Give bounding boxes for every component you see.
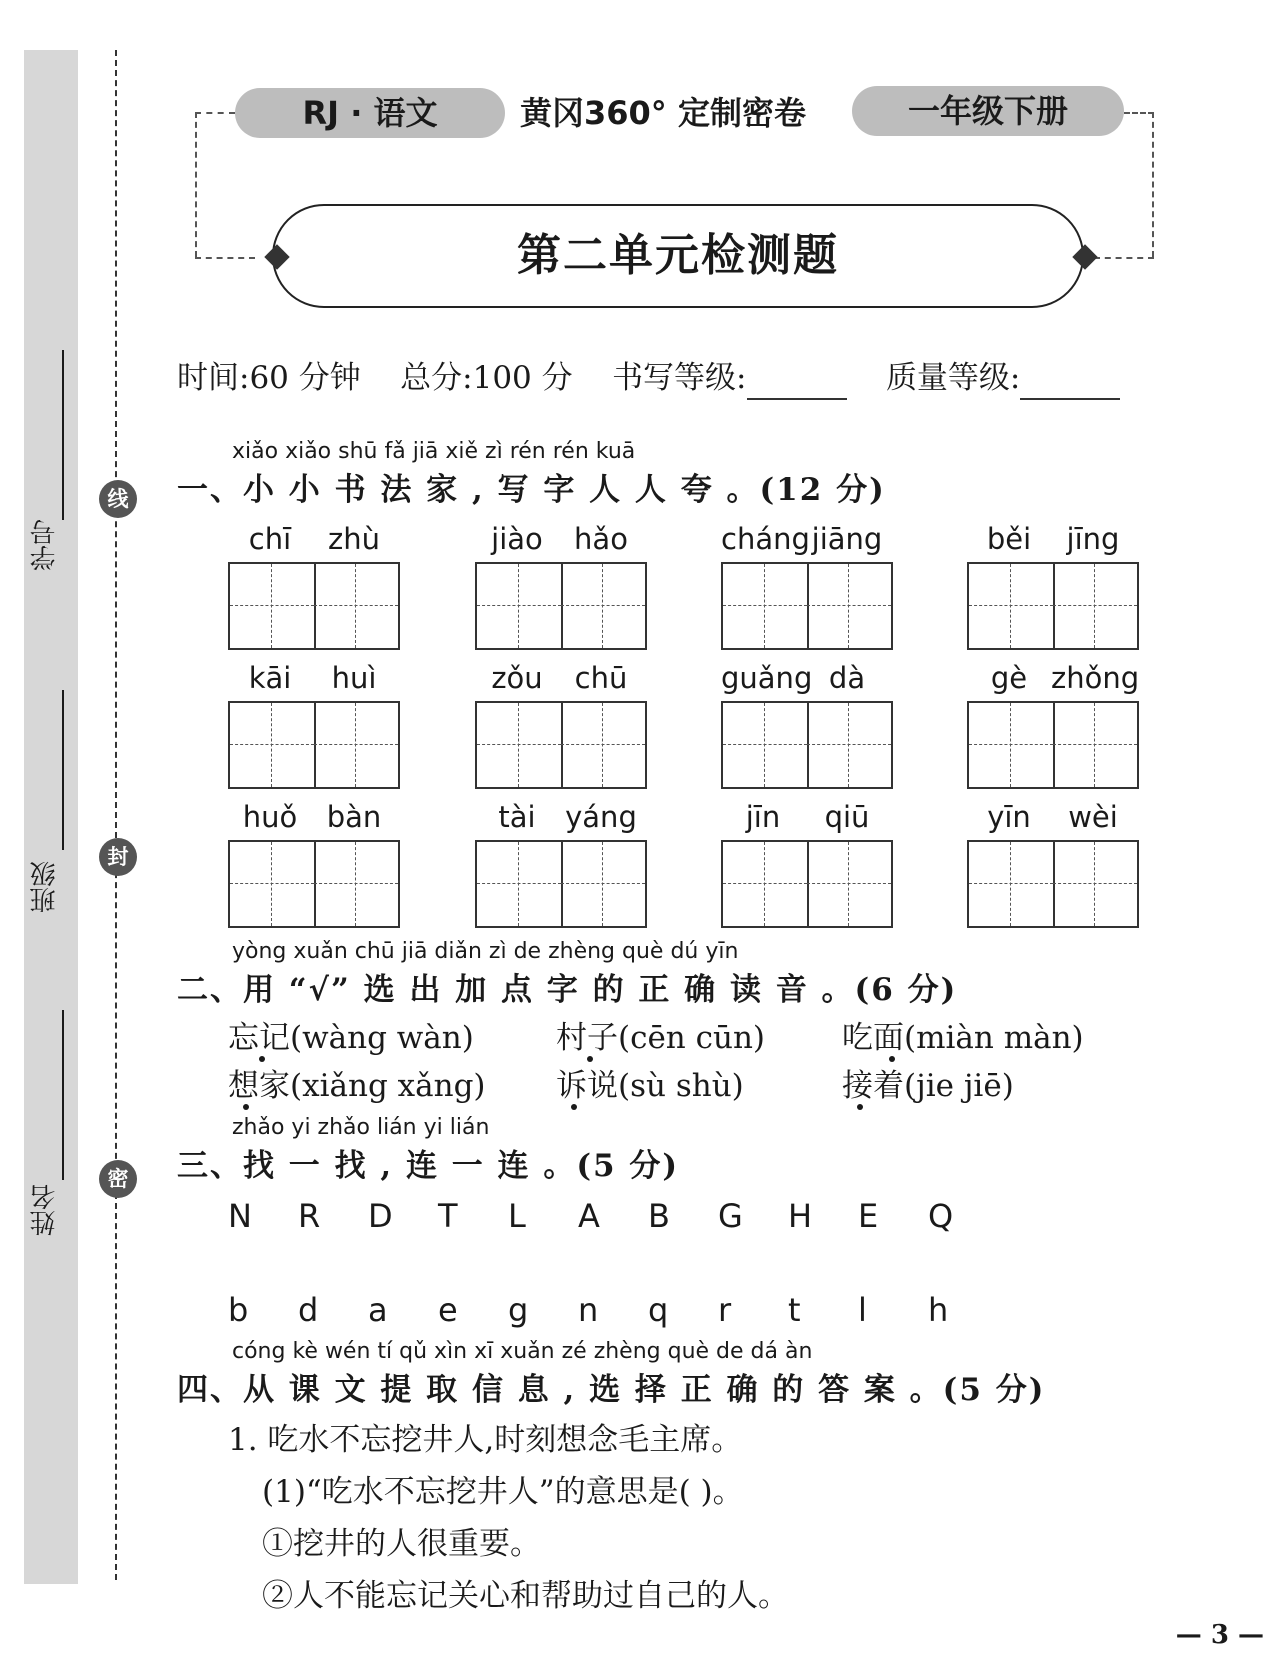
writing-cell[interactable] xyxy=(230,564,316,648)
uppercase-letter[interactable]: D xyxy=(368,1197,393,1235)
word-pinyin-syllable: bàn xyxy=(326,800,382,834)
word-pinyin-syllable: tài xyxy=(498,800,536,834)
word-pinyin-syllable: hǎo xyxy=(574,522,628,556)
word-pinyin-syllable: jiào xyxy=(491,522,543,556)
read-item-wangji[interactable]: 忘记(wàng wàn) xyxy=(228,1020,474,1056)
writing-cell[interactable] xyxy=(561,703,645,787)
read-item-xiangjia[interactable]: 想家(xiǎng xǎng) xyxy=(228,1068,486,1104)
word-pinyin-syllable: cháng xyxy=(721,522,810,556)
word-pinyin-syllable: guǎng xyxy=(721,661,813,695)
word-pinyin-syllable: yīn xyxy=(987,800,1031,834)
word-pinyin-syllable: zhǒng xyxy=(1051,661,1140,695)
page-title: 第二单元检测题 xyxy=(517,230,839,281)
word-pinyin-syllable: chī xyxy=(248,522,292,556)
word-pinyin-syllable: huǒ xyxy=(242,800,298,834)
writing-grade-blank[interactable] xyxy=(747,362,847,400)
s3-heading: 三、找 一 找 , 连 一 连 。(5 分) xyxy=(177,1148,680,1184)
writing-cell[interactable] xyxy=(1053,703,1137,787)
uppercase-letter[interactable]: T xyxy=(438,1197,458,1235)
xuehao-blank-line xyxy=(62,350,64,520)
emphasis-dot xyxy=(857,1104,863,1110)
writing-cell[interactable] xyxy=(561,564,645,648)
grade-pill: 一年级下册 xyxy=(852,86,1124,136)
uppercase-letter[interactable]: B xyxy=(648,1197,670,1235)
xingming-label: 姓名 xyxy=(30,1184,60,1236)
total-score-info: 总分:100 分 xyxy=(400,360,573,396)
seal-mi: 密 xyxy=(99,1160,137,1198)
lowercase-letter[interactable]: b xyxy=(228,1291,249,1329)
s4-heading-pinyin: cóng kè wén tí qǔ xìn xī xuǎn zé zhèng què de dá àn xyxy=(232,1339,813,1364)
word-pinyin-syllable: chū xyxy=(574,661,628,695)
writing-grid[interactable] xyxy=(721,562,893,650)
word-pinyin-syllable: qiū xyxy=(824,800,870,834)
uppercase-letter[interactable]: G xyxy=(718,1197,743,1235)
s2-heading: 二、用 “√” 选 出 加 点 字 的 正 确 读 音 。(6 分) xyxy=(177,972,958,1008)
word-pinyin-syllable: kāi xyxy=(248,661,292,695)
writing-cell[interactable] xyxy=(723,703,809,787)
option-2[interactable]: ②人不能忘记关心和帮助过自己的人。 xyxy=(262,1578,789,1614)
quality-grade-blank[interactable] xyxy=(1020,362,1120,400)
lowercase-letter[interactable]: l xyxy=(858,1291,867,1329)
word-pinyin-syllable: běi xyxy=(986,522,1032,556)
writing-grid[interactable] xyxy=(721,840,893,928)
writing-grid[interactable] xyxy=(967,701,1139,789)
read-item-chimian[interactable]: 吃面(miàn màn) xyxy=(842,1020,1084,1056)
writing-cell[interactable] xyxy=(314,703,398,787)
uppercase-letter[interactable]: L xyxy=(508,1197,526,1235)
uppercase-letter[interactable]: H xyxy=(788,1197,813,1235)
emphasis-dot xyxy=(259,1056,265,1062)
writing-cell[interactable] xyxy=(807,564,891,648)
lowercase-letter[interactable]: d xyxy=(298,1291,319,1329)
word-pinyin-syllable: gè xyxy=(990,661,1028,695)
question-1: 1. 吃水不忘挖井人,时刻想念毛主席。 xyxy=(228,1422,743,1458)
emphasis-dot xyxy=(243,1104,249,1110)
s3-heading-pinyin: zhǎo yi zhǎo lián yi lián xyxy=(232,1115,490,1140)
word-pinyin-syllable: wèi xyxy=(1068,800,1118,834)
word-pinyin-syllable: jīn xyxy=(745,800,781,834)
writing-grid[interactable] xyxy=(475,840,647,928)
xuehao-label: 学号 xyxy=(30,519,60,571)
seal-dashed-line xyxy=(115,50,117,1580)
emphasis-dot xyxy=(571,1104,577,1110)
banji-label: 班级 xyxy=(30,861,60,913)
writing-grade-label: 书写等级: xyxy=(612,360,747,396)
seal-feng: 封 xyxy=(99,838,137,876)
writing-grid[interactable] xyxy=(475,562,647,650)
uppercase-letter[interactable]: A xyxy=(578,1197,600,1235)
writing-cell[interactable] xyxy=(230,842,316,926)
writing-cell[interactable] xyxy=(807,842,891,926)
xingming-blank-line xyxy=(62,1010,64,1180)
lowercase-letter[interactable]: e xyxy=(438,1291,458,1329)
time-info: 时间:60 分钟 xyxy=(177,360,361,396)
word-pinyin-syllable: huì xyxy=(331,661,377,695)
lowercase-letter[interactable]: t xyxy=(788,1291,801,1329)
lowercase-letter[interactable]: g xyxy=(508,1291,529,1329)
option-1[interactable]: ①挖井的人很重要。 xyxy=(262,1526,541,1562)
page-number: — 3 — xyxy=(1175,1620,1264,1650)
writing-cell[interactable] xyxy=(807,703,891,787)
writing-cell[interactable] xyxy=(723,564,809,648)
writing-cell[interactable] xyxy=(1053,842,1137,926)
exam-info-line xyxy=(177,356,1120,400)
emphasis-dot xyxy=(587,1056,593,1062)
word-pinyin-syllable: zhù xyxy=(328,522,380,556)
header-dash-right-vertical xyxy=(1152,112,1154,257)
header-dash-right-bottom xyxy=(1094,257,1154,259)
word-pinyin-syllable: jīng xyxy=(1066,522,1120,556)
writing-cell[interactable] xyxy=(1053,564,1137,648)
uppercase-letter[interactable]: N xyxy=(228,1197,252,1235)
lowercase-letter[interactable]: a xyxy=(368,1291,388,1329)
writing-cell[interactable] xyxy=(230,703,316,787)
lowercase-letter[interactable]: q xyxy=(648,1291,669,1329)
subject-pill: RJ · 语文 xyxy=(235,88,505,138)
uppercase-letter[interactable]: E xyxy=(858,1197,879,1235)
writing-cell[interactable] xyxy=(969,842,1055,926)
word-pinyin-syllable: dà xyxy=(828,661,866,695)
s1-heading-pinyin: xiǎo xiǎo shū fǎ jiā xiě zì rén rén kuā xyxy=(232,439,636,464)
writing-cell[interactable] xyxy=(969,564,1055,648)
word-pinyin-syllable: zǒu xyxy=(491,661,543,695)
banji-blank-line xyxy=(62,690,64,850)
uppercase-letter-row xyxy=(228,1196,998,1236)
seal-xian: 线 xyxy=(99,480,137,518)
word-pinyin-syllable: yáng xyxy=(565,800,637,834)
lowercase-letter[interactable]: h xyxy=(928,1291,949,1329)
writing-grid[interactable] xyxy=(475,701,647,789)
brand-text: 黄冈360° 定制密卷 xyxy=(520,94,806,132)
read-item-sushuo[interactable]: 诉说(sù shù) xyxy=(556,1068,744,1104)
writing-cell[interactable] xyxy=(477,703,563,787)
writing-cell[interactable] xyxy=(314,842,398,926)
lowercase-letter-row xyxy=(228,1290,998,1330)
question-1-1[interactable]: (1)“吃水不忘挖井人”的意思是( )。 xyxy=(262,1474,744,1510)
header-dash-left xyxy=(195,112,235,114)
writing-cell[interactable] xyxy=(477,564,563,648)
read-item-cunzi[interactable]: 村子(cēn cūn) xyxy=(556,1020,766,1056)
s1-heading: 一、小 小 书 法 家 , 写 字 人 人 夸 。(12 分) xyxy=(177,472,886,508)
uppercase-letter[interactable]: R xyxy=(298,1197,321,1235)
word-pinyin-syllable: jiāng xyxy=(811,522,883,556)
writing-grid[interactable] xyxy=(228,701,400,789)
lowercase-letter[interactable]: n xyxy=(578,1291,599,1329)
writing-grid[interactable] xyxy=(228,840,400,928)
writing-cell[interactable] xyxy=(314,564,398,648)
writing-grid[interactable] xyxy=(721,701,893,789)
header-dash-left-bottom xyxy=(195,257,255,259)
writing-cell[interactable] xyxy=(561,842,645,926)
writing-cell[interactable] xyxy=(477,842,563,926)
writing-grid[interactable] xyxy=(967,562,1139,650)
quality-grade-label: 质量等级: xyxy=(885,360,1021,396)
writing-cell[interactable] xyxy=(969,703,1055,787)
s2-heading-pinyin: yòng xuǎn chū jiā diǎn zì de zhèng què dú yīn xyxy=(232,939,739,964)
writing-cell[interactable] xyxy=(723,842,809,926)
writing-grid[interactable] xyxy=(967,840,1139,928)
header-dash-right xyxy=(1124,112,1154,114)
header-dash-left-vertical xyxy=(195,112,197,257)
lowercase-letter[interactable]: r xyxy=(718,1291,732,1329)
read-item-jiezhe[interactable]: 接着(jie jiē) xyxy=(842,1068,1014,1104)
s4-heading: 四、从 课 文 提 取 信 息 , 选 择 正 确 的 答 案 。(5 分) xyxy=(177,1372,1046,1408)
emphasis-dot xyxy=(889,1056,895,1062)
uppercase-letter[interactable]: Q xyxy=(928,1197,954,1235)
writing-grid[interactable] xyxy=(228,562,400,650)
binding-strip xyxy=(24,50,78,1584)
